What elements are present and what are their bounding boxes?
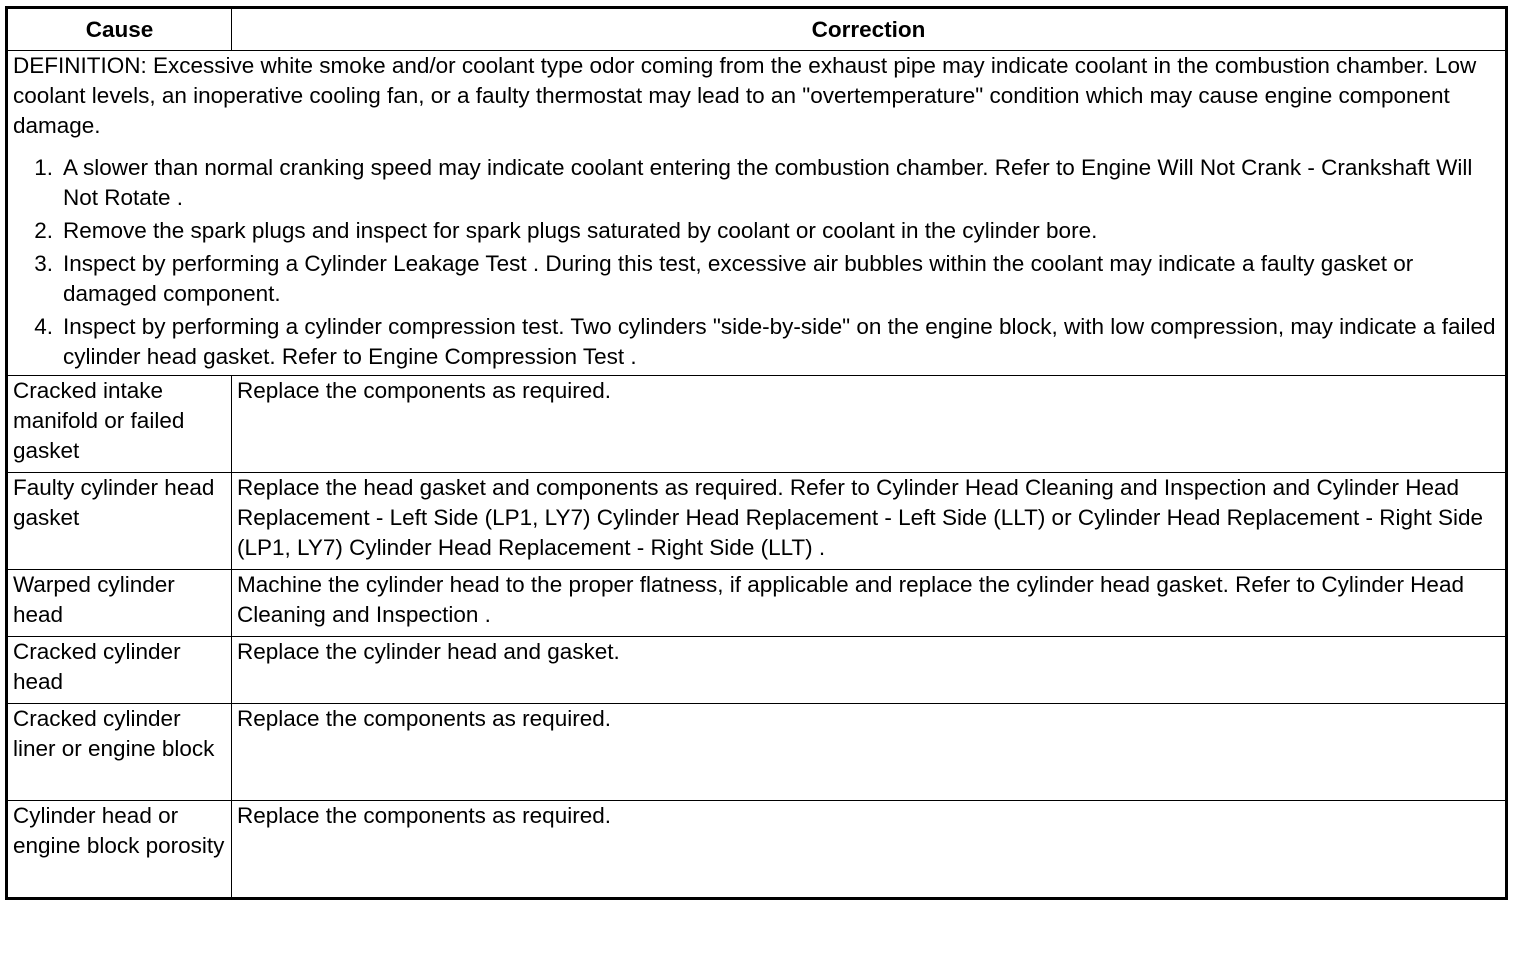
- step-number: 1.: [34, 155, 53, 180]
- correction-cell: Replace the head gasket and components as required. Refer to Cylinder Head Cleaning and Inspection and Cylinder Head Replacement - Left Side (LP1, LY7) Cylinder Head Replacement - Left Side (LLT) or Cylinder Head Replacement - Right Side (LP1, LY7) Cylinder Head Replacement - Right Side (LLT) .: [232, 473, 1507, 570]
- cause-column-header: Cause: [7, 8, 232, 51]
- correction-column-header: Correction: [232, 8, 1507, 51]
- table-row: [7, 570, 1507, 637]
- step-number: 4.: [34, 314, 53, 339]
- step-text: A slower than normal cranking speed may indicate coolant entering the combustion chamber. Refer to Engine Will Not Crank - Crankshaft Will Not Rotate .: [63, 155, 1473, 210]
- cause-cell: Cracked cylinder head: [7, 637, 232, 704]
- cause-cell: Cylinder head or engine block porosity: [7, 801, 232, 899]
- correction-cell: Replace the components as required.: [232, 376, 1507, 473]
- cause-cell: Cracked cylinder liner or engine block: [7, 704, 232, 801]
- step-text: Inspect by performing a Cylinder Leakage Test . During this test, excessive air bubbles within the coolant may indicate a faulty gasket or damaged component.: [63, 251, 1414, 306]
- diagnostic-table: [5, 6, 1508, 900]
- header-row: [7, 8, 1507, 51]
- step-number: 2.: [34, 218, 53, 243]
- step-number: 3.: [34, 251, 53, 276]
- cause-cell: Cracked intake manifold or failed gasket: [7, 376, 232, 473]
- table-row: [7, 704, 1507, 801]
- table-row: [7, 637, 1507, 704]
- step-text: Remove the spark plugs and inspect for spark plugs saturated by coolant or coolant in the cylinder bore.: [63, 218, 1098, 243]
- definition-row: [7, 51, 1507, 376]
- table-row: [7, 376, 1507, 473]
- cause-cell: Faulty cylinder head gasket: [7, 473, 232, 570]
- cause-cell: Warped cylinder head: [7, 570, 232, 637]
- diagnostic-step: [34, 249, 1500, 309]
- diagnostic-step: [34, 153, 1500, 213]
- correction-cell: Machine the cylinder head to the proper flatness, if applicable and replace the cylinder head gasket. Refer to Cylinder Head Cleaning and Inspection .: [232, 570, 1507, 637]
- definition-cell: [7, 51, 1507, 376]
- table-row: [7, 473, 1507, 570]
- step-text: Inspect by performing a cylinder compression test. Two cylinders "side-by-side" on the engine block, with low compression, may indicate a failed cylinder head gasket. Refer to Engine Compression Test .: [63, 314, 1496, 369]
- table-row: [7, 801, 1507, 899]
- definition-text: DEFINITION: Excessive white smoke and/or coolant type odor coming from the exhaust pipe may indicate coolant in the combustion chamber. Low coolant levels, an inoperative cooling fan, or a faulty thermostat may lead to an "overtemperature" condition which may cause engine component damage.: [13, 53, 1477, 138]
- diagnostic-step: [34, 312, 1500, 372]
- correction-cell: Replace the components as required.: [232, 704, 1507, 801]
- correction-cell: Replace the components as required.: [232, 801, 1507, 899]
- diagnostic-steps-list: [13, 153, 1500, 372]
- diagnostic-step: [34, 216, 1500, 246]
- correction-cell: Replace the cylinder head and gasket.: [232, 637, 1507, 704]
